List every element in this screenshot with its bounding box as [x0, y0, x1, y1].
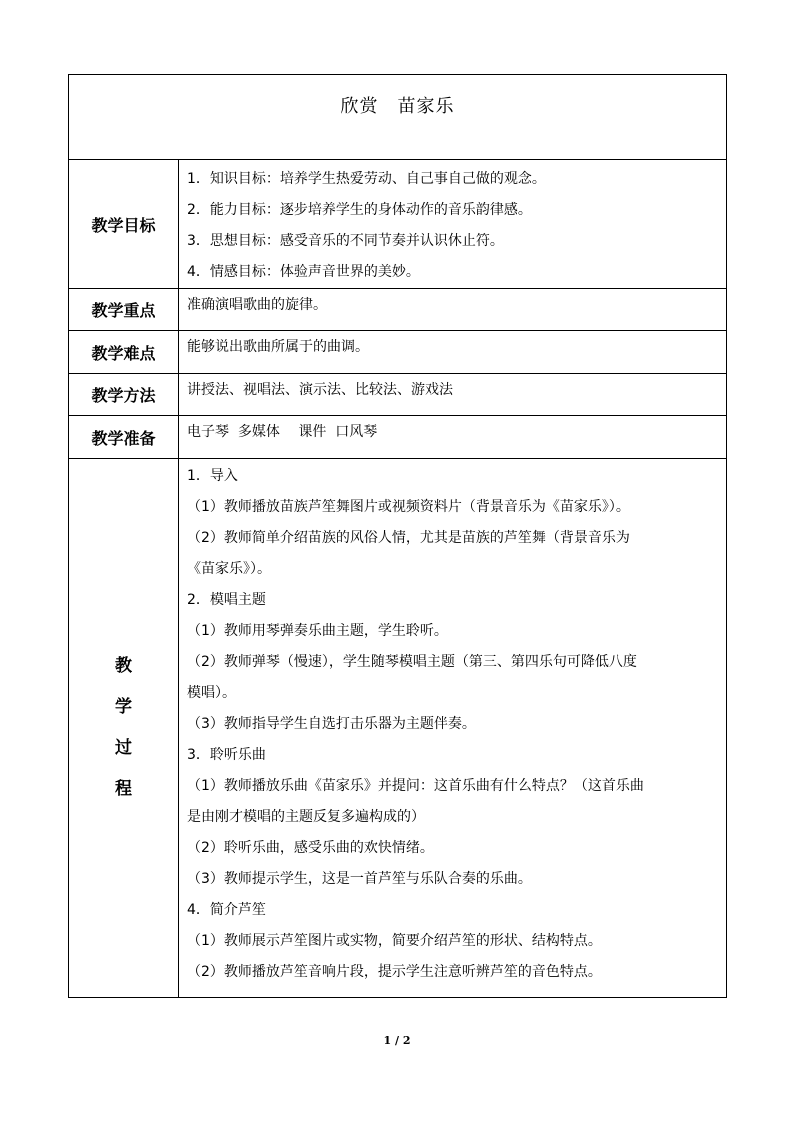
- objectives-label: 教学目标: [69, 160, 179, 289]
- key-points-label: 教学重点: [69, 289, 179, 331]
- process-label: [69, 459, 179, 998]
- objectives-content: [179, 160, 727, 289]
- title-row: [69, 75, 727, 160]
- methods-label: 教学方法: [69, 374, 179, 416]
- process-step: （1）教师用琴弹奏乐曲主题，学生聆听。: [187, 623, 448, 639]
- objectives-row: [69, 160, 727, 289]
- process-step: （3）教师提示学生，这是一首芦笙与乐队合奏的乐曲。: [187, 871, 532, 887]
- process-heading: 4．简介芦笙: [187, 902, 266, 918]
- process-step: （2）教师弹琴（慢速），学生随琴模唱主题（第三、第四乐句可降低八度: [187, 654, 637, 670]
- preparation-text: 电子琴 多媒体 课件 口风琴: [179, 416, 727, 459]
- process-step: （2）聆听乐曲，感受乐曲的欢快情绪。: [187, 840, 434, 856]
- page-indicator: 1 / 2: [383, 1034, 411, 1047]
- title-cell: [69, 75, 727, 160]
- process-heading: 1．导入: [187, 468, 238, 484]
- process-label-char: 学: [115, 697, 132, 717]
- objective-item: 2．能力目标：逐步培养学生的身体动作的音乐韵律感。: [187, 202, 532, 218]
- process-step: 是由刚才模唱的主题反复多遍构成的）: [187, 809, 425, 825]
- lesson-plan-table: [68, 74, 727, 998]
- process-step: 模唱）。: [187, 685, 236, 701]
- page-title: 欣赏 苗家乐: [340, 96, 455, 117]
- process-content: [179, 459, 727, 998]
- process-heading: 2．模唱主题: [187, 592, 266, 608]
- process-heading: 3．聆听乐曲: [187, 747, 266, 763]
- objective-item: 4．情感目标：体验声音世界的美妙。: [187, 264, 420, 280]
- difficulties-text: 能够说出歌曲所属于的曲调。: [179, 331, 727, 374]
- process-label-char: 程: [115, 779, 132, 799]
- preparation-row: [69, 416, 727, 459]
- process-label-char: 教: [115, 656, 132, 676]
- key-points-text: 准确演唱歌曲的旋律。: [179, 289, 727, 331]
- key-points-row: [69, 289, 727, 331]
- methods-text: 讲授法、视唱法、演示法、比较法、游戏法: [179, 374, 727, 416]
- objective-item: 1．知识目标：培养学生热爱劳动、自己事自己做的观念。: [187, 171, 546, 187]
- process-step: （3）教师指导学生自选打击乐器为主题伴奏。: [187, 716, 476, 732]
- process-step: （1）教师播放苗族芦笙舞图片或视频资料片（背景音乐为《苗家乐》）。: [187, 499, 630, 515]
- process-row: [69, 459, 727, 998]
- process-step: （1）教师展示芦笙图片或实物，简要介绍芦笙的形状、结构特点。: [187, 933, 602, 949]
- process-label-char: 过: [115, 738, 132, 758]
- methods-row: [69, 374, 727, 416]
- difficulties-label: 教学难点: [69, 331, 179, 374]
- process-step: （1）教师播放乐曲《苗家乐》并提问：这首乐曲有什么特点？（这首乐曲: [187, 778, 644, 794]
- preparation-label: 教学准备: [69, 416, 179, 459]
- process-step: （2）教师简单介绍苗族的风俗人情，尤其是苗族的芦笙舞（背景音乐为: [187, 530, 630, 546]
- objective-item: 3．思想目标：感受音乐的不同节奏并认识休止符。: [187, 233, 504, 249]
- process-step: 《苗家乐》）。: [187, 561, 271, 577]
- process-step: （2）教师播放芦笙音响片段，提示学生注意听辨芦笙的音色特点。: [187, 964, 602, 980]
- difficulties-row: [69, 331, 727, 374]
